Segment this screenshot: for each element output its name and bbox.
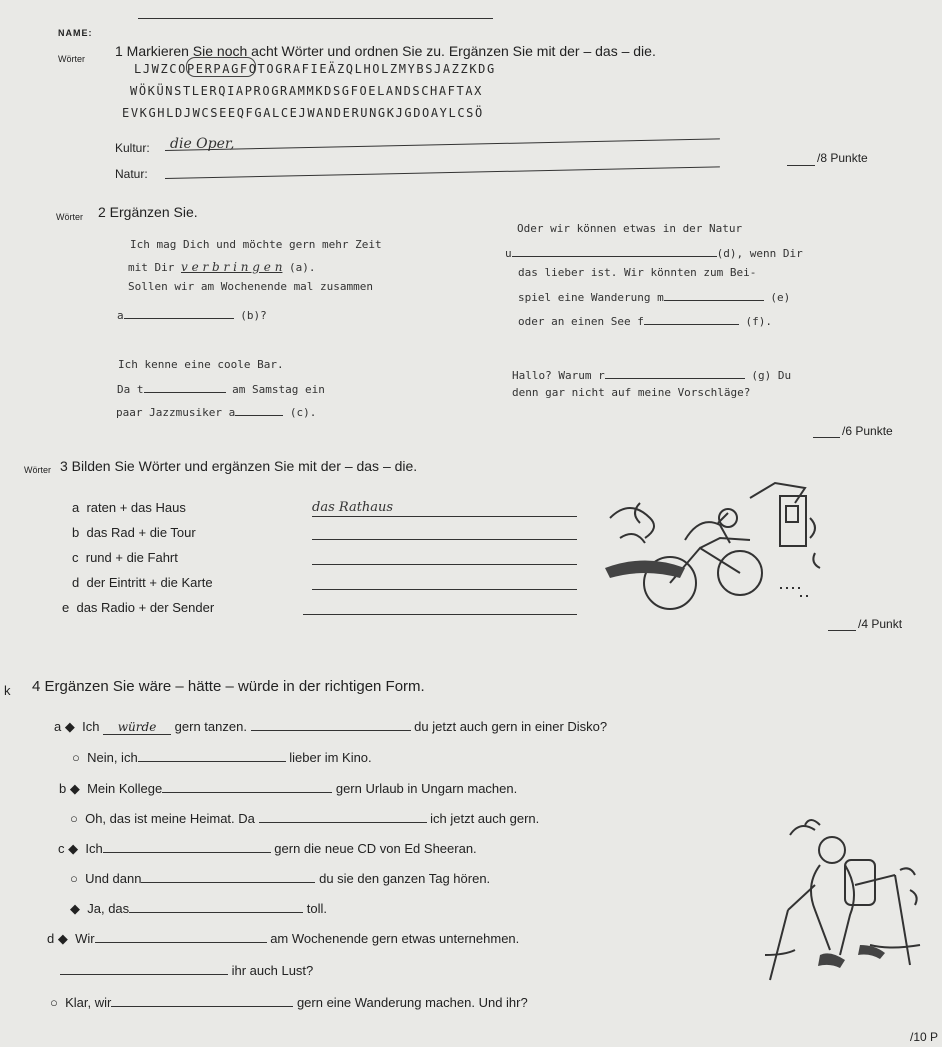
ex2-blank-e[interactable] [664, 288, 764, 301]
ex2-right-line-6-start: Hallo? Warum r [512, 369, 605, 382]
ex4-line-c-follow-middle: toll. [303, 901, 327, 916]
ex4-line-b-reply-mark: ○ [70, 811, 78, 826]
ex2-left-line-6 [117, 380, 325, 396]
ex4-line-d-middle: am Wochenende gern etwas unternehmen. [266, 931, 520, 946]
ex4-blank-b2[interactable] [259, 810, 427, 823]
ex1-puzzle-row-1: LJWZCOPERPAGFOTOGRAFIEÄZQLHOLZMYBSJAZZKDG [134, 62, 496, 76]
ex3-item-c [72, 550, 178, 565]
ex4-line-a-mark: a ◆ [54, 719, 75, 734]
ex2-left-line-2 [128, 260, 316, 274]
ex4-line-c-reply-before: Und dann [85, 871, 142, 886]
ex2-right-line-6-end: (g) Du [751, 369, 792, 382]
ex2-left-line-4-start: a [117, 309, 124, 322]
ex3-item-e-letter: e [62, 600, 70, 615]
ex1-side-label: Wörter [58, 54, 85, 64]
ex1-puzzle-row-3: EVKGHLDJWCSEEQFGALCEJWANDERUNGKJGDOAYLCSÖ [122, 106, 484, 120]
ex2-right-line-4 [518, 288, 790, 304]
ex3-item-d-letter: d [72, 575, 80, 590]
ex2-right-line-2-start: u [505, 247, 512, 260]
ex4-line-d-reply-before: Klar, wir [65, 995, 112, 1010]
ex4-blank-d3[interactable] [111, 994, 293, 1007]
ex2-points-line [813, 437, 840, 438]
ex1-title: 1 Markieren Sie noch acht Wörter und ordnen Sie zu. Ergänzen Sie mit der – das – die. [115, 43, 656, 59]
ex4-line-c-middle: gern die neue CD von Ed Sheeran. [270, 841, 477, 856]
ex4-blank-d2[interactable] [60, 962, 228, 975]
ex4-blank-d1[interactable] [95, 930, 267, 943]
ex2-left-line-5: Ich kenne eine coole Bar. [118, 358, 284, 371]
ex4-title: 4 Ergänzen Sie wäre – hätte – würde in der richtigen Form. [32, 678, 425, 695]
ex4-line-a-before: Ich [82, 719, 100, 734]
ex2-blank-g[interactable] [605, 366, 745, 379]
ex3-item-a-text: raten + das Haus [86, 500, 186, 515]
ex4-line-b-mark: b ◆ [59, 781, 80, 796]
ex2-left-line-4-end: (b)? [240, 309, 267, 322]
ex2-right-line-5-start: oder an einen See f [518, 315, 644, 328]
natur-line [165, 166, 720, 179]
ex2-blank-c[interactable] [235, 403, 283, 416]
ex3-answer-line-b[interactable] [312, 539, 577, 540]
ex3-item-d [72, 575, 213, 590]
natur-label: Natur: [115, 167, 148, 181]
ex2-right-line-1: Oder wir können etwas in der Natur [517, 222, 743, 235]
ex4-blank-a3[interactable] [138, 749, 286, 762]
ex3-title: 3 Bilden Sie Wörter und ergänzen Sie mit der – das – die. [60, 458, 418, 474]
ex4-line-a-reply-middle: lieber im Kino. [285, 750, 372, 765]
ex4-blank-b1[interactable] [162, 780, 332, 793]
ex2-title: 2 Ergänzen Sie. [98, 204, 198, 220]
ex4-line-b [59, 780, 517, 797]
ex2-left-line-7-start: paar Jazzmusiker a [116, 406, 236, 419]
ex2-blank-c-verb[interactable] [144, 380, 226, 393]
ex3-item-d-text: der Eintritt + die Karte [86, 575, 213, 590]
ex2-blank-b[interactable] [124, 306, 234, 319]
ex3-item-b [72, 525, 196, 540]
ex4-line-b-reply-before: Oh, das ist meine Heimat. Da [85, 811, 255, 826]
ex4-line-b-reply-middle: ich jetzt auch gern. [426, 811, 540, 826]
ex4-line-c-before: Ich [85, 841, 103, 856]
ex2-right-line-5 [518, 312, 772, 328]
ex3-answer-line-c[interactable] [312, 564, 577, 565]
ex2-left-line-7 [116, 403, 316, 419]
ex3-answer-line-e[interactable] [303, 614, 577, 615]
kultur-label: Kultur: [115, 141, 150, 155]
ex4-line-b-before: Mein Kollege [87, 781, 163, 796]
ex3-answer-line-d[interactable] [312, 589, 577, 590]
ex4-line-c-mark: c ◆ [58, 841, 79, 856]
ex4-line-c-reply-mark: ○ [70, 871, 78, 886]
ex4-blank-a[interactable]: würde [103, 720, 171, 735]
ex4-line-d-follow [60, 962, 313, 978]
ex1-points: /8 Punkte [817, 151, 868, 165]
ex2-left-line-3: Sollen wir am Wochenende mal zusammen [128, 280, 374, 293]
ex2-right-line-4-start: spiel eine Wanderung m [518, 291, 664, 304]
ex2-right-line-2 [505, 244, 803, 260]
ex4-line-d-before: Wir [75, 931, 95, 946]
ex4-line-d-follow-middle: ihr auch Lust? [228, 963, 314, 978]
ex1-points-line [787, 165, 815, 166]
cyclist-illustration [600, 478, 840, 618]
ex3-item-c-text: rund + die Fahrt [85, 550, 178, 565]
kultur-line [165, 138, 720, 151]
ex2-side-label: Wörter [56, 212, 83, 222]
ex4-line-a-middle: gern tanzen. [171, 719, 247, 734]
ex4-line-c-reply [70, 870, 490, 886]
ex2-left-line-6-end: am Samstag ein [225, 383, 325, 396]
ex4-line-c-follow-before: Ja, das [87, 901, 130, 916]
ex2-left-line-1: Ich mag Dich und möchte gern mehr Zeit [130, 238, 382, 251]
ex4-line-b-middle: gern Urlaub in Ungarn machen. [332, 781, 518, 796]
ex4-line-a-reply-mark: ○ [72, 750, 80, 765]
name-label: NAME: [58, 28, 93, 38]
kultur-answer: die Oper, [170, 136, 235, 152]
ex3-item-b-letter: b [72, 525, 80, 540]
ex2-answer-a: v e r b r i n g e n [180, 260, 283, 274]
ex3-points: /4 Punkt [858, 617, 903, 631]
ex1-puzzle-row-2: WÖKÜNSTLERQIAPROGRAMMKDSGFOELANDSCHAFTAX [130, 84, 483, 98]
ex4-line-c-reply-middle: du sie den ganzen Tag hören. [315, 871, 491, 886]
ex2-right-line-5-end: (f). [745, 315, 772, 328]
ex4-line-c [58, 840, 477, 857]
ex4-line-d-reply [50, 994, 528, 1010]
hiker-illustration [760, 815, 930, 985]
ex3-answer-a: das Rathaus [312, 500, 394, 515]
ex2-right-line-3: das lieber ist. Wir könnten zum Bei- [518, 266, 757, 279]
ex4-line-a [54, 718, 607, 735]
ex4-line-c-follow-mark: ◆ [70, 901, 80, 916]
ex2-blank-d[interactable] [512, 244, 717, 257]
ex4-points: /10 P [910, 1030, 939, 1044]
ex4-side-mark: k [4, 683, 11, 698]
ex2-left-line-2-start: mit Dir [128, 261, 181, 274]
ex2-left-line-2-end: (a). [282, 261, 316, 274]
ex3-answer-line-a[interactable] [312, 498, 577, 517]
ex3-side-label: Wörter [24, 465, 51, 475]
circled-word-oper [186, 57, 256, 77]
ex2-points: /6 Punkte [842, 424, 893, 438]
ex2-left-line-6-start: Da t [117, 383, 144, 396]
ex4-line-b-reply [70, 810, 539, 826]
ex4-line-a-after: du jetzt auch gern in einer Disko? [410, 719, 608, 734]
ex2-left-line-4 [117, 306, 267, 322]
ex3-item-b-text: das Rad + die Tour [86, 525, 196, 540]
ex2-right-line-4-end: (e) [770, 291, 791, 304]
ex2-left-line-7-end: (c). [283, 406, 317, 419]
ex3-points-line [828, 630, 856, 631]
ex3-item-a [72, 500, 186, 515]
ex4-line-a-reply [72, 749, 372, 765]
ex4-line-d-reply-middle: gern eine Wanderung machen. Und ihr? [293, 995, 528, 1010]
ex4-line-d [47, 930, 519, 947]
ex4-blank-c1[interactable] [103, 840, 271, 853]
ex4-line-d-mark: d ◆ [47, 931, 68, 946]
ex3-item-a-letter: a [72, 500, 80, 515]
ex4-blank-a2[interactable] [251, 718, 411, 731]
ex3-item-e [62, 600, 214, 615]
ex4-line-a-reply-before: Nein, ich [87, 750, 138, 765]
ex4-blank-c2[interactable] [141, 870, 315, 883]
ex2-right-line-2-end: (d), wenn Dir [716, 247, 803, 260]
name-line [138, 18, 493, 19]
ex4-line-d-reply-mark: ○ [50, 995, 58, 1010]
ex4-line-c-follow [70, 900, 327, 917]
ex2-right-line-7: denn gar nicht auf meine Vorschläge? [512, 386, 751, 399]
ex2-right-line-6 [512, 366, 791, 382]
ex2-blank-f[interactable] [644, 312, 739, 325]
ex3-item-e-text: das Radio + der Sender [76, 600, 215, 615]
ex4-blank-c3[interactable] [129, 900, 303, 913]
ex3-item-c-letter: c [72, 550, 79, 565]
